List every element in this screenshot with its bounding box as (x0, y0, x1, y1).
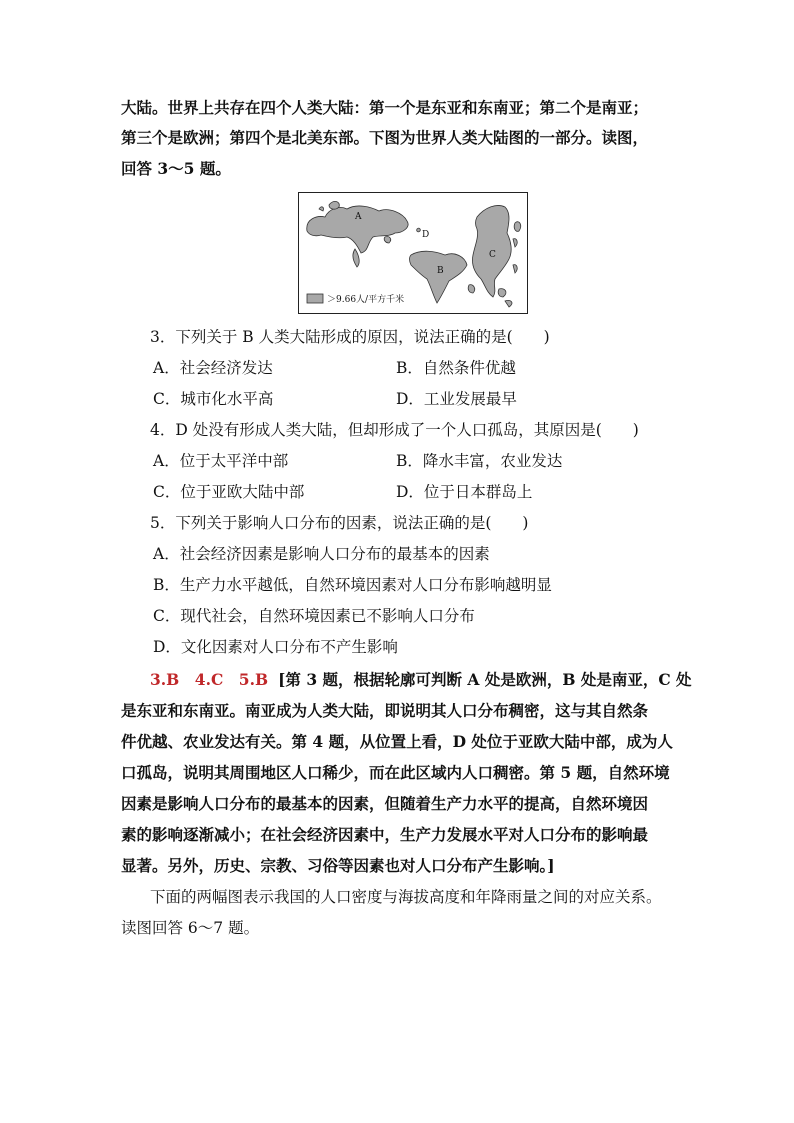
q5-stem: 5．下列关于影响人口分布的因素，说法正确的是( ) (150, 514, 529, 532)
answer-line-5: 因素是影响人口分布的最基本的因素，但随着生产力水平的提高，自然环境因 (121, 794, 649, 813)
q5-option-b: B．生产力水平越低，自然环境因素对人口分布影响越明显 (153, 576, 552, 594)
map-label-a: A (355, 212, 362, 222)
q3-option-d: D．工业发展最早 (396, 390, 517, 408)
answer-line-1 (150, 670, 692, 690)
answer-line-4: 口孤岛，说明其周围地区人口稀少，而在此区域内人口稠密。第 5 题，自然环境 (121, 763, 670, 782)
q4-option-c: C．位于亚欧大陆中部 (153, 483, 305, 501)
map-svg (299, 193, 527, 313)
map-label-b: B (437, 266, 444, 276)
map-label-d: D (422, 230, 430, 240)
q3-option-a: A．社会经济发达 (153, 359, 273, 377)
answer-line-7: 显著。另外，历史、宗教、习俗等因素也对人口分布产生影响。] (121, 856, 555, 875)
answer-keys: 3.B 4.C 5.B (150, 670, 269, 689)
map-label-c: C (489, 250, 496, 260)
legend-swatch (307, 294, 323, 303)
region-b-shape (410, 251, 468, 303)
legend-label: ＞9.66人/平方千米 (327, 295, 405, 305)
intro-line-1: 大陆。世界上共存在四个人类大陆：第一个是东亚和东南亚；第二个是南亚； (121, 98, 649, 117)
answer-explanation-start: [第 3 题，根据轮廓可判断 A 处是欧洲，B 处是南亚，C 处 (278, 670, 692, 689)
human-continent-map (298, 192, 528, 314)
q4-option-d: D．位于日本群岛上 (396, 483, 533, 501)
next-intro-line-1: 下面的两幅图表示我国的人口密度与海拔高度和年降雨量之间的对应关系。 (150, 888, 662, 906)
region-d-shape (417, 228, 421, 232)
next-intro-line-2: 读图回答 6～7 题。 (121, 919, 260, 937)
q4-option-b: B．降水丰富，农业发达 (396, 452, 563, 470)
q5-option-a: A．社会经济因素是影响人口分布的最基本的因素 (153, 545, 490, 563)
q3-option-b: B．自然条件优越 (396, 359, 516, 377)
answer-line-2: 是东亚和东南亚。南亚成为人类大陆，即说明其人口分布稠密，这与其自然条 (121, 701, 649, 720)
q5-option-c: C．现代社会，自然环境因素已不影响人口分布 (153, 607, 475, 625)
q4-option-a: A．位于太平洋中部 (153, 452, 289, 470)
intro-line-2: 第三个是欧洲；第四个是北美东部。下图为世界人类大陆图的一部分。读图， (121, 128, 649, 147)
q5-option-d: D．文化因素对人口分布不产生影响 (153, 638, 398, 656)
answer-line-6: 素的影响逐渐减小；在社会经济因素中，生产力发展水平对人口分布的影响最 (121, 825, 649, 844)
q3-stem: 3．下列关于 B 人类大陆形成的原因，说法正确的是( ) (150, 328, 550, 346)
answer-line-3: 件优越、农业发达有关。第 4 题，从位置上看，D 处位于亚欧大陆中部，成为人 (121, 732, 673, 751)
q4-stem: 4．D 处没有形成人类大陆，但却形成了一个人口孤岛，其原因是( ) (150, 421, 639, 439)
q3-option-c: C．城市化水平高 (153, 390, 274, 408)
intro-line-3: 回答 3～5 题。 (121, 159, 231, 178)
